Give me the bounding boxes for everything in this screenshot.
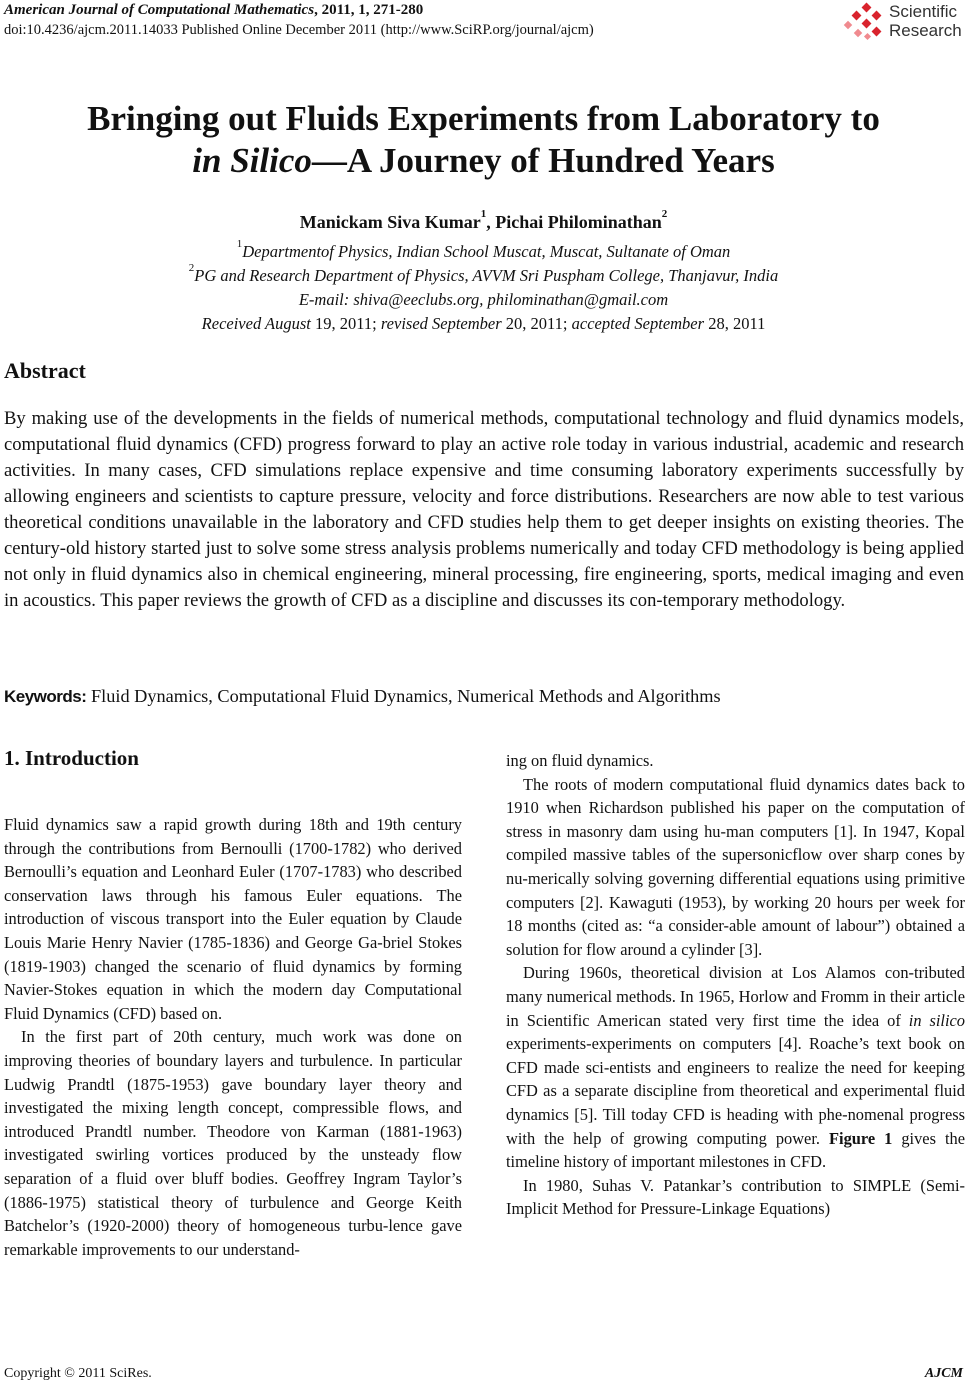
title-line-1: Bringing out Fluids Experiments from Laboratory to [87,99,880,138]
journal-header [4,2,423,19]
section-heading: 1. Introduction [4,746,139,770]
abstract-body: By making use of the developments in the fields of numerical methods, computational technology and fluid dynamics models, computational fluid dynamics (CFD) progress forward to play an active role today in various industrial, academic and research activities. In many cases, CFD simulations replace expensive and time consuming laboratory experiments successfully by allowing engineers and scientists to capture pressure, velocity and force distributions. Researchers are now able to test various theoretical conditions unavailable in the laboratory and CFD studies help them to get deeper insights on existing theories. The century-old history started just to solve some stress analysis problems numerically and today CFD methodology is being applied not only in fluid dynamics also in chemical engineering, mineral processing, fire engineering, sports, medical imaging and even in acoustics. This paper reviews the growth of CFD as a discipline and discusses its con-temporary methodology. [4,408,964,611]
doi-line: doi:10.4236/ajcm.2011.14033 Published Online December 2011 (http://www.SciRP.org/journal/ajcm) [4,22,594,38]
author-1-sup: 1 [480,208,487,220]
author-2: Pichai Philominathan [495,212,662,232]
paragraph: Fluid dynamics saw a rapid growth during 18th and 19th century through the contributions from Bernoulli (1700-1782) who derived Bernoulli’s equation and Leonhard Euler (1707-1783) who described conservation laws through his famous Euler equations. The introduction of viscous transport into the Euler equation by Claude Louis Marie Henry Navier (1785-1836) and George Ga-briel Stokes (1819-1903) changed the scenario of fluid dynamics by forming Navier-Stokes equation in which the modern day Computational Fluid Dynamics (CFD) based on. [4,815,462,1023]
footer-copyright: Copyright © 2011 SciRes. [4,1366,152,1381]
paragraph: During 1960s, theoretical division at Los Alamos con-tributed many numerical methods. In 1965, Horlow and Fromm in their article in Scientific American stated very first time the idea of in silico experiments-experiments on computers [4]. Roache’s text book on CFD made sci-entists and engineers to realize the need for keeping CFD as a separate discipline from theoretical and experimental fluid dynamics [5]. Till today CFD is heading with phe-nomenal progress with the help of growing computing power. Figure 1 gives the timeline history of important milestones in CFD. [506,963,965,1172]
right-column [506,749,965,1221]
keywords-line [4,686,721,707]
dates-line: Received August 19, 2011; revised September 20, 2011; accepted September 28, 2011 [201,314,766,333]
journal-volume: , 2011, 1, 271-280 [314,2,424,18]
paragraph: In the first part of 20th century, much work was done on improving theories of boundary layers and turbulence. In particular Ludwig Prandtl (1875-1953) gave boundary layer theory and investigated the mixing length concept, compressible flows, and introduced Prandtl number. Theodore von Karman (1881-1963) investigated swirling vortices produced by the unsteady flow separation of a fluid over bluff bodies. Geoffrey Ingram Taylor’s (1886-1975) statistical theory of turbulence and George Keith Batchelor’s (1920-2000) theory of homogeneous turbu-lence gave remarkable improvements to our understand- [4,1027,462,1259]
affiliation-1: $^1$Departmentof Physics, Indian School Muscat, Muscat, Sultanate of Oman [236,238,731,261]
keywords-text: Fluid Dynamics, Computational Fluid Dynamics, Numerical Methods and Algorithms [86,686,721,706]
author-sep: , [486,212,496,232]
logo-mark-icon [843,2,885,42]
paragraph: In 1980, Suhas V. Patankar’s contribution to SIMPLE (Semi-Implicit Method for Pressure-Linkage Equations) [506,1175,965,1219]
publisher-logo [843,2,961,42]
author-line [0,208,967,233]
title-italic: in Silico [192,141,312,180]
logo-wordmark [889,2,962,40]
affiliation-2: $^2$PG and Research Department of Physics, AVVM Sri Puspham College, Thanjavur, India [188,262,779,285]
left-column [4,813,462,1261]
keywords-label: Keywords: [4,687,87,706]
journal-name: American Journal of Computational Mathematics [4,2,315,18]
abstract-heading: Abstract [4,358,86,383]
footer-journal: AJCM [924,1366,963,1381]
logo-line1: Scientific [889,2,958,21]
paragraph: ing on fluid dynamics. [506,751,654,770]
logo-line2: Research [889,21,962,40]
email-line: E-mail: shiva@eeclubs.org, philominathan@gmail.com [298,290,669,309]
paragraph: The roots of modern computational fluid dynamics dates back to 1910 when Richardson published his paper on the computation of stress in masonry dam using hu-man computers [1]. In 1947, Kopal compiled massive tables of the supersonicflow over sharp cones by nu-merically solving governing differential equations using primitive computers [2]. Kawaguti (1953), by working 20 hours per week for 18 months (cited as: “a consider-able amount of labour”) obtained a solution for flow around a cylinder [3]. [506,774,965,959]
title-line-2 [0,136,967,186]
author-1: Manickam Siva Kumar [299,212,481,232]
author-2-sup: 2 [661,208,668,220]
email-addresses: : shiva@eeclubs.org, philominathan@gmail.com [343,290,669,309]
figure-reference: Figure 1 [829,1128,893,1148]
title-rest: —A Journey of Hundred Years [311,141,775,180]
